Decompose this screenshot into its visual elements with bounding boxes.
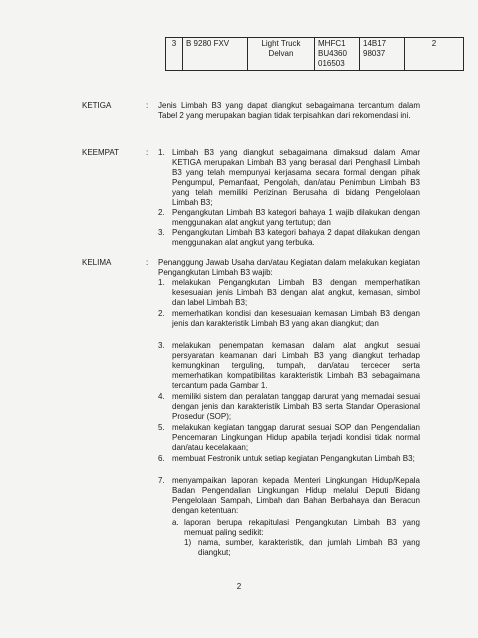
list-item-number: 3. — [158, 228, 165, 237]
table-cell-engine-number: 14B17 98037 — [360, 38, 405, 71]
kelima-sub-1: nama, sumber, karakteristik, dan jumlah Limbah B3 yang diangkut; — [198, 538, 420, 557]
list-item-number: 6. — [158, 454, 165, 463]
sub-item-letter: a. — [172, 518, 179, 527]
list-item-number: 3. — [158, 341, 165, 350]
kelima-item-7: menyampaikan laporan kepada Menteri Lingkungan Hidup/Kepala Badan Pengendalian Lingkungan Hidup melalui Deputi Bidang Pengelolaan Sampah, Limbah dan Bahan Berbahaya dan Beracun dengan ketentuan: — [172, 476, 420, 515]
table-cell-chassis-number: MHFC1 BU4360 016503 — [315, 38, 360, 71]
list-item-number: 1. — [158, 278, 165, 287]
section-key-kelima: KELIMA — [82, 258, 112, 267]
keempat-item-2: Pengangkutan Limbah B3 kategori bahaya 1 wajib dilakukan dengan menggunakan alat angkut yang tertutup; dan — [172, 208, 420, 227]
section-colon: : — [146, 101, 149, 110]
list-item-number: 2. — [158, 309, 165, 318]
table-cell-no: 3 — [166, 38, 183, 71]
page-number: 2 — [236, 582, 242, 591]
section-key-keempat: KEEMPAT — [82, 148, 120, 157]
table-row — [166, 38, 464, 71]
list-item-number: 2. — [158, 208, 165, 217]
kelima-item-3: melakukan penempatan kemasan dalam alat angkut sesuai persyaratan keamanan dari Limbah B3 yang diangkut terhadap kemungkinan terguling, tumpah, dan/atau tercecer serta memerhatikan kompatibilitas karakteristik Limbah B3 sebagaimana tercantum pada Gambar 1. — [172, 341, 420, 390]
kelima-item-2: memerhatikan kondisi dan kesesuaian kemasan Limbah B3 dengan jenis dan karakteristik Limbah B3 yang akan diangkut; dan — [172, 309, 420, 328]
list-item-number: 5. — [158, 423, 165, 432]
vehicle-table — [165, 37, 464, 71]
list-item-number: 1. — [158, 148, 165, 157]
table-cell-count: 2 — [405, 38, 464, 71]
kelima-item-5: melakukan kegiatan tanggap darurat sesuai SOP dan Pengendalian Pencemaran Lingkungan Hidup apabila terjadi kondisi tidak normal dan/atau kecelakaan; — [172, 423, 420, 452]
section-key-ketiga: KETIGA — [82, 101, 112, 110]
keempat-item-1: Limbah B3 yang diangkut sebagaimana dimaksud dalam Amar KETIGA merupakan Limbah B3 yang berasal dari Penghasil Limbah B3 yang telah mempunyai kerjasama secara formal dengan pihak Pengumpul, Pemanfaat, Pengolah, dan/atau Penimbun Limbah B3 yang telah memiliki Perizinan Berusaha di bidang Pengelolaan Limbah B3; — [172, 148, 420, 207]
sub-sub-item-number: 1) — [184, 538, 192, 547]
kelima-item-6: membuat Festronik untuk setiap kegiatan Pengangkutan Limbah B3; — [172, 454, 415, 463]
keempat-item-3: Pengangkutan Limbah B3 kategori bahaya 2 dapat dilakukan dengan menggunakan alat angkut yang terbuka. — [172, 228, 420, 247]
ketiga-text: Jenis Limbah B3 yang dapat diangkut sebagaimana tercantum dalam Tabel 2 yang merupakan bagian tidak terpisahkan dari rekomendasi ini. — [158, 101, 420, 120]
section-colon: : — [146, 148, 149, 157]
list-item-number: 4. — [158, 392, 165, 401]
table-cell-vehicle-type: Light Truck Delvan — [248, 38, 315, 71]
kelima-item-1: melakukan Pengangkutan Limbah B3 dengan memperhatikan kesesuaian jenis Limbah B3 dengan alat angkut, kemasan, simbol dan label Limbah B3; — [172, 278, 420, 307]
kelima-sub-a: laporan berupa rekapitulasi Pengangkutan Limbah B3 yang memuat paling sedikit: — [184, 518, 420, 537]
kelima-intro: Penanggung Jawab Usaha dan/atau Kegiatan dalam melakukan kegiatan Pengangkutan Limbah B3 wajib: — [158, 258, 420, 277]
section-colon: : — [146, 258, 149, 267]
table-cell-plate: B 9280 FXV — [183, 38, 248, 71]
list-item-number: 7. — [158, 476, 165, 485]
kelima-item-4: memiliki sistem dan peralatan tanggap darurat yang memadai sesuai dengan jenis dan karakteristik Limbah B3 serta Standar Operasional Prosedur (SOP); — [172, 392, 420, 421]
